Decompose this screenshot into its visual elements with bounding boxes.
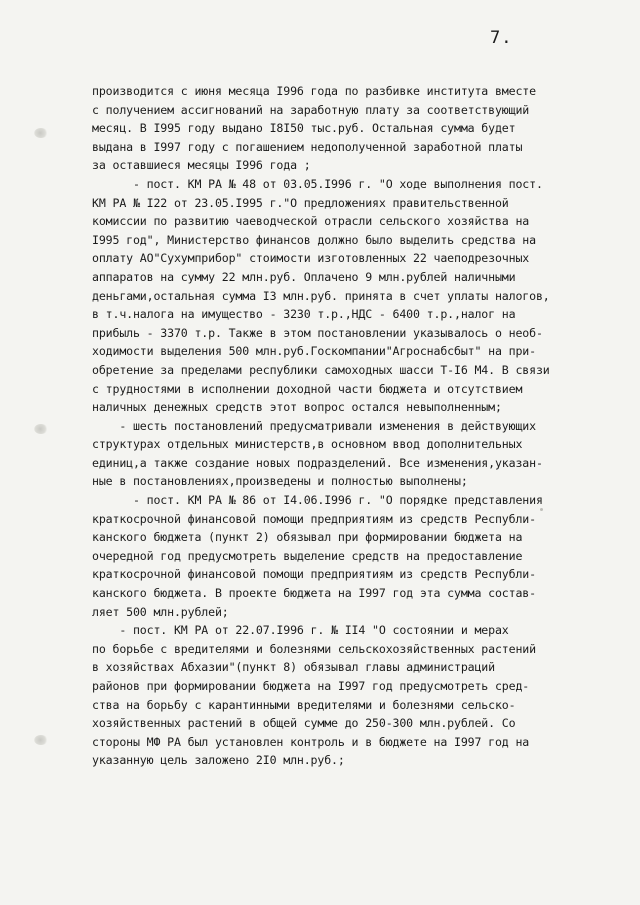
text-line: с трудностями в исполнении доходной части бюджета и отсутствием	[92, 381, 523, 396]
text-line: прибыль - 3370 т.р. Также в этом постановлении указывалось о необ-	[92, 325, 543, 340]
text-line: - шесть постановлений предусматривали изменения в действующих	[92, 418, 536, 433]
text-line: КМ РА № I22 от 23.05.I995 г."О предложениях правительственной	[92, 195, 509, 210]
text-line: - пост. КМ РА от 22.07.I996 г. № II4 "О состоянии и мерах	[92, 623, 509, 638]
text-line: аппаратов на сумму 22 млн.руб. Оплачено 9 млн.рублей наличными	[92, 269, 516, 284]
text-line: производится с июня месяца I996 года по разбивке института вместе	[92, 84, 536, 98]
text-line: ходимости выделения 500 млн.руб.Госкомпании"Агроснабсбыт" на при-	[92, 344, 536, 359]
text-line: наличных денежных средств этот вопрос остался невыполненным;	[92, 400, 502, 415]
text-line: обретение за пределами республики самоходных шасси Т-I6 М4. В связи	[92, 362, 550, 377]
text-line: ные в постановлениях,произведены и полностью выполнены;	[92, 474, 468, 489]
text-line: краткосрочной финансовой помощи предприятиям из средств Республи-	[92, 567, 536, 582]
page-number: 7.	[490, 28, 513, 48]
text-line: деньгами,остальная сумма I3 млн.руб. принята в счет уплаты налогов,	[92, 288, 550, 303]
text-line: оплату АО"Сухумприбор" стоимости изготовленных 22 чаеподрезочных	[92, 251, 530, 266]
text-line: ства на борьбу с карантинными вредителями и болезнями сельско-	[92, 697, 516, 712]
text-line: - пост. КМ РА № 86 от I4.06.I996 г. "О порядке представления	[92, 493, 543, 508]
text-line: краткосрочной финансовой помощи предприятиям из средств Республи-	[92, 511, 536, 526]
text-line: в т.ч.налога на имущество - 3230 т.р.,НДС - 6400 т.р.,налог на	[92, 307, 516, 322]
text-line: хозяйственных растений в общей сумме до 250-300 млн.рублей. Со	[92, 716, 516, 731]
text-line: указанную цель заложено 2I0 млн.руб.;	[92, 753, 345, 768]
text-line: месяц. В I995 году выдано I8I50 тыс.руб. Остальная сумма будет	[92, 121, 516, 136]
text-line: структурах отдельных министерств,в основном ввод дополнительных	[92, 437, 523, 452]
body-text	[92, 82, 612, 770]
text-line: - пост. КМ РА № 48 от 03.05.I996 г. "О ходе выполнения пост.	[92, 176, 543, 191]
text-line: по борьбе с вредителями и болезнями сельскохозяйственных растений	[92, 641, 536, 656]
text-line: очередной год предусмотреть выделение средств на предоставление	[92, 548, 523, 563]
text-line: единиц,а также создание новых подразделений. Все изменения,указан-	[92, 455, 543, 470]
text-line: ляет 500 млн.рублей;	[92, 604, 229, 619]
text-line: стороны МФ РА был установлен контроль и в бюджете на I997 год на	[92, 734, 530, 749]
text-line: в хозяйствах Абхазии"(пункт 8) обязывал главы администраций	[92, 660, 495, 675]
text-line: I995 год", Министерство финансов должно было выделить средства на	[92, 232, 536, 247]
text-line: районов при формировании бюджета на I997 год предусмотреть сред-	[92, 679, 530, 693]
text-line: выдана в I997 году с погашением недополученной заработной платы	[92, 139, 523, 154]
text-line: комиссии по развитию чаеводческой отрасли сельского хозяйства на	[92, 214, 530, 229]
text-line: канского бюджета. В проекте бюджета на I997 год эта сумма состав-	[92, 586, 536, 601]
punch-hole-mark	[34, 424, 48, 434]
punch-hole-mark	[34, 735, 48, 745]
text-line: канского бюджета (пункт 2) обязывал при формировании бюджета на	[92, 530, 523, 545]
punch-hole-mark	[34, 128, 48, 138]
text-line: за оставшиеся месяцы I996 года ;	[92, 158, 311, 173]
text-line: с получением ассигнований на заработную плату за соответствующий	[92, 102, 530, 117]
